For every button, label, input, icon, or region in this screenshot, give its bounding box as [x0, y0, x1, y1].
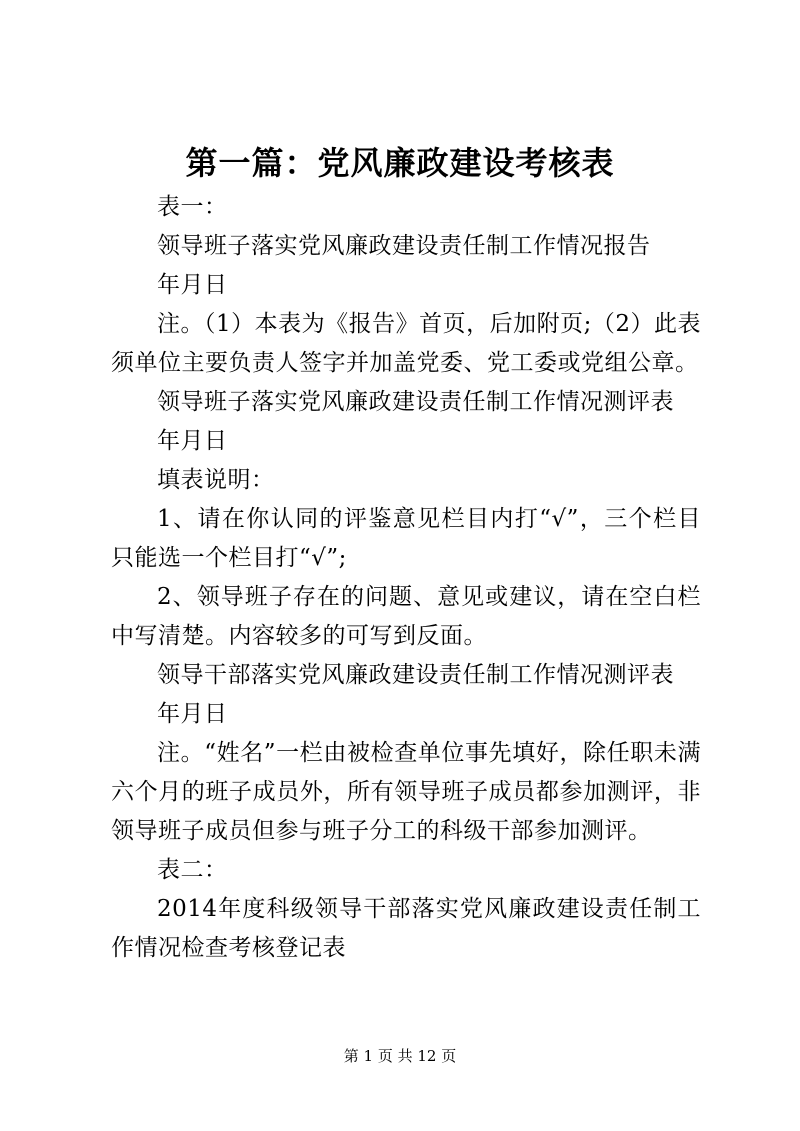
paragraph-team-evaluation-title: 领导班子落实党风廉政建设责任制工作情况测评表 — [157, 389, 674, 415]
paragraph-note-2: 注。“姓名”一栏由被检查单位事先填好，除任职未满六个月的班子成员外，所有领导班子成员都参加测评，非领导班子成员但参与班子分工的科级干部参加测评。 — [111, 740, 701, 844]
paragraph-table-two-label: 表二： — [157, 857, 228, 883]
page-number-footer: 第 1 页 共 12 页 — [343, 1047, 457, 1065]
document-body — [111, 188, 701, 968]
paragraph-report-title: 领导班子落实党风廉政建设责任制工作情况报告 — [157, 233, 651, 259]
paragraph-date-3: 年月日 — [157, 701, 228, 727]
paragraph-instructions-heading: 填表说明： — [157, 467, 275, 493]
paragraph-instruction-2: 2、领导班子存在的问题、意见或建议，请在空白栏中写清楚。内容较多的可写到反面。 — [111, 584, 701, 649]
paragraph-note-1: 注。（1）本表为《报告》首页，后加附页;（2）此表须单位主要负责人签字并加盖党委、党工委或党组公章。 — [111, 311, 702, 376]
paragraph-date-1: 年月日 — [157, 272, 228, 298]
paragraph-date-2: 年月日 — [157, 428, 228, 454]
paragraph-registration-form-title: 2014年度科级领导干部落实党风廉政建设责任制工作情况检查考核登记表 — [111, 896, 701, 961]
document-title: 第一篇：党风廉政建设考核表 — [185, 144, 615, 182]
paragraph-instruction-1: 1、请在你认同的评鉴意见栏目内打“√”，三个栏目只能选一个栏目打“√”; — [111, 506, 701, 571]
paragraph-table-one-label: 表一： — [157, 194, 228, 220]
paragraph-cadre-evaluation-title: 领导干部落实党风廉政建设责任制工作情况测评表 — [157, 662, 674, 688]
